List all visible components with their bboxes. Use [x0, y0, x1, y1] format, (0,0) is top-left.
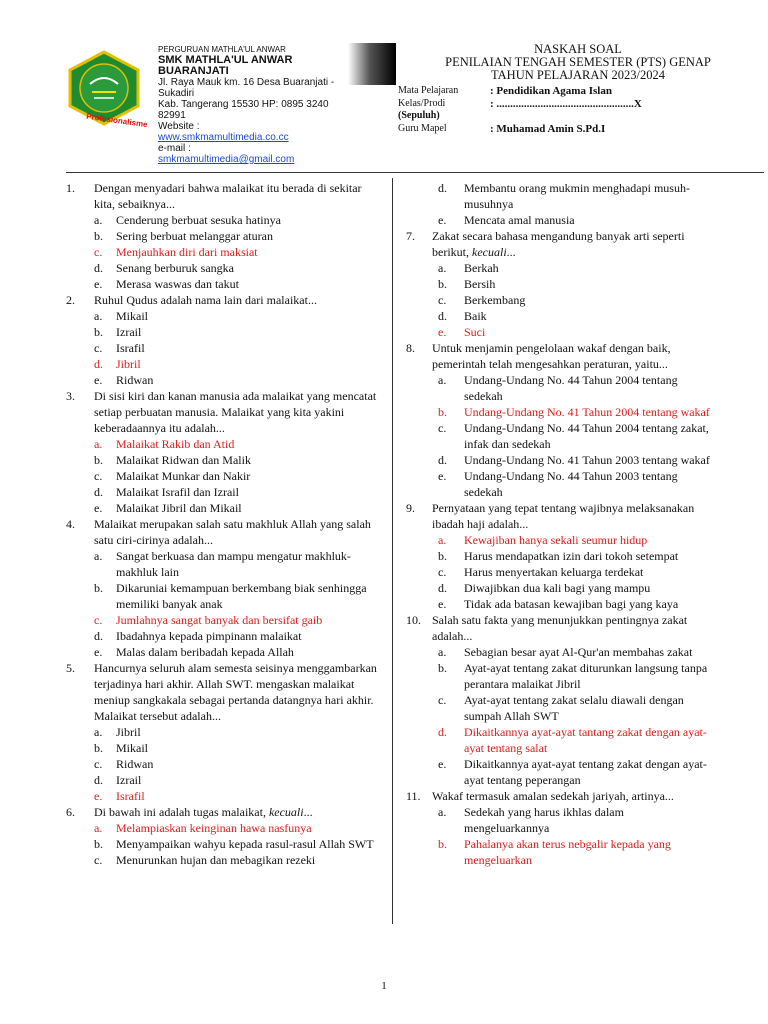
- option-correct[interactable]: [406, 836, 712, 868]
- option[interactable]: [406, 292, 712, 308]
- option-text: Malaikat Ridwan dan Malik: [116, 453, 251, 467]
- option-letter: e.: [94, 277, 103, 291]
- option[interactable]: [406, 212, 712, 228]
- option[interactable]: [66, 644, 378, 660]
- option-letter: e.: [438, 213, 447, 227]
- option[interactable]: [406, 596, 712, 612]
- question-number: 4.: [66, 517, 75, 531]
- question-10: [406, 612, 712, 644]
- option[interactable]: [66, 836, 378, 852]
- option-text: Undang-Undang No. 44 Tahun 2004 tentang zakat, infak dan sedekah: [464, 421, 709, 451]
- option-text: Dikaitkannya ayat-ayat tentang zakat dengan ayat-ayat tentang peperangan: [464, 757, 707, 787]
- option-text: Malaikat Munkar dan Nakir: [116, 469, 251, 483]
- question-number: 6.: [66, 805, 75, 819]
- option[interactable]: [406, 660, 712, 692]
- option-letter: b.: [438, 837, 447, 851]
- question-text-main: Zakat secara bahasa mengandung banyak arti seperti berikut,: [432, 229, 685, 259]
- header-gradient-block: [348, 43, 396, 85]
- option[interactable]: [66, 852, 378, 868]
- option[interactable]: [66, 628, 378, 644]
- question-11: [406, 788, 712, 804]
- option-text: Baik: [464, 309, 487, 323]
- option-text: Undang-Undang No. 44 Tahun 2004 tentang sedekah: [464, 373, 678, 403]
- option-text: Kewajiban hanya sekali seumur hidup: [464, 533, 648, 547]
- option-text: Dikaitkannya ayat-ayat tantang zakat dengan ayat-ayat tentang salat: [464, 725, 707, 755]
- option-text: Senang berburuk sangka: [116, 261, 234, 275]
- option-letter: c.: [438, 693, 447, 707]
- meta-key: (Sepuluh): [398, 110, 440, 121]
- option-text: Pahalanya akan terus nebgalir kepada yang mengeluarkan: [464, 837, 671, 867]
- option-letter: a.: [94, 309, 103, 323]
- option[interactable]: [406, 804, 712, 836]
- option-letter: e.: [438, 597, 447, 611]
- option-text: Menjauhkan diri dari maksiat: [116, 245, 258, 259]
- meta-row: [398, 123, 642, 136]
- school-name: SMK MATHLA'UL ANWAR BUARANJATI: [158, 54, 293, 77]
- question-1: [66, 180, 378, 212]
- option-text: Sebagian besar ayat Al-Qur'an membahas zakat: [464, 645, 693, 659]
- question-7: [406, 228, 712, 260]
- option-letter: d.: [438, 453, 447, 467]
- page-number: 1: [381, 980, 387, 992]
- question-text: Untuk menjamin pengelolaan wakaf dengan baik, pemerintah telah mengesahkan peraturan, yaitu...: [432, 341, 671, 371]
- option[interactable]: [406, 180, 712, 212]
- option[interactable]: [66, 740, 378, 756]
- option-letter: d.: [94, 773, 103, 787]
- option-text: Berkah: [464, 261, 499, 275]
- question-number: 3.: [66, 389, 75, 403]
- option-text: Undang-Undang No. 41 Tahun 2003 tentang wakaf: [464, 453, 710, 467]
- website-link[interactable]: www.smkmamultimedia.co.cc: [158, 132, 289, 143]
- option-correct[interactable]: [66, 612, 378, 628]
- option-text: Ibadahnya kepada pimpinann malaikat: [116, 629, 302, 643]
- option[interactable]: [406, 692, 712, 724]
- option-text: Harus mendapatkan izin dari tokoh setempat: [464, 549, 679, 563]
- option[interactable]: [66, 772, 378, 788]
- option-text: Sering berbuat melanggar aturan: [116, 229, 273, 243]
- question-number: 11.: [406, 789, 421, 803]
- option-letter: d.: [438, 309, 447, 323]
- option-text: Sedekah yang harus ikhlas dalam mengeluarkannya: [464, 805, 624, 835]
- question-text: Di sisi kiri dan kanan manusia ada malaikat yang mencatat setiap perbuatan manusia. Malaikat yang kita yakini keberadaannya itu adalah...: [94, 389, 377, 435]
- email-label: e-mail :: [158, 143, 191, 154]
- website-label: Website :: [158, 121, 200, 132]
- question-3: [66, 388, 378, 436]
- option[interactable]: [66, 724, 378, 740]
- meta-value: : Pendidikan Agama Islan: [490, 85, 612, 97]
- school-header: [66, 44, 356, 164]
- option-text: Izrail: [116, 773, 142, 787]
- option-text: Diwajibkan dua kali bagi yang mampu: [464, 581, 651, 595]
- option-text: Malaikat Rakib dan Atid: [116, 437, 235, 451]
- question-text: Pernyataan yang tepat tentang wajibnya melaksanakan ibadah haji adalah...: [432, 501, 695, 531]
- meta-value: : Muhamad Amin S.Pd.I: [490, 122, 606, 135]
- exam-title: [396, 43, 760, 82]
- option-letter: d.: [438, 581, 447, 595]
- title-line-1: NASKAH SOAL: [534, 42, 622, 56]
- option-letter: e.: [94, 373, 103, 387]
- option[interactable]: [66, 324, 378, 340]
- option-letter: b.: [94, 837, 103, 851]
- option-letter: c.: [438, 565, 447, 579]
- option-letter: b.: [94, 741, 103, 755]
- option-letter: a.: [94, 725, 103, 739]
- option[interactable]: [66, 756, 378, 772]
- option-correct[interactable]: [66, 356, 378, 372]
- option-text: Izrail: [116, 325, 142, 339]
- option-letter: d.: [94, 357, 103, 371]
- option-letter: a.: [94, 549, 103, 563]
- option-text: Malaikat Israfil dan Izrail: [116, 485, 239, 499]
- option-text: Menyampaikan wahyu kepada rasul-rasul Allah SWT: [116, 837, 374, 851]
- question-text: Ruhul Qudus adalah nama lain dari malaikat...: [94, 293, 317, 307]
- option[interactable]: [66, 372, 378, 388]
- option[interactable]: [406, 468, 712, 500]
- meta-row: [398, 85, 642, 98]
- question-number: 7.: [406, 229, 415, 243]
- question-text-end: ...: [303, 805, 313, 819]
- option[interactable]: [66, 500, 378, 516]
- option-letter: c.: [94, 469, 103, 483]
- option[interactable]: [66, 484, 378, 500]
- option[interactable]: [406, 580, 712, 596]
- question-5: [66, 660, 378, 724]
- option-text: Cenderung berbuat sesuka hatinya: [116, 213, 281, 227]
- option-correct[interactable]: [406, 324, 712, 340]
- option-correct[interactable]: [406, 724, 712, 756]
- option-text: Mikail: [116, 741, 148, 755]
- option-text: Berkembang: [464, 293, 526, 307]
- option[interactable]: [66, 468, 378, 484]
- logo-slogan: Profesionalisme: [85, 111, 149, 130]
- option-letter: b.: [94, 229, 103, 243]
- option-letter: d.: [438, 725, 447, 739]
- option-letter: a.: [94, 437, 103, 451]
- option-text: Malas dalam beribadah kepada Allah: [116, 645, 294, 659]
- option[interactable]: [66, 260, 378, 276]
- option-letter: e.: [438, 757, 447, 771]
- option[interactable]: [406, 372, 712, 404]
- option-letter: c.: [438, 293, 447, 307]
- question-number: 9.: [406, 501, 415, 515]
- right-column: [406, 180, 712, 868]
- option-text: Ayat-ayat tentang zakat diturunkan langsung tanpa perantara malaikat Jibril: [464, 661, 708, 691]
- option-text: Tidak ada batasan kewajiban bagi yang kaya: [464, 597, 679, 611]
- question-text: Dengan menyadari bahwa malaikat itu berada di sekitar kita, sebaiknya...: [94, 181, 362, 211]
- question-9: [406, 500, 712, 532]
- option-letter: e.: [94, 789, 103, 803]
- option-letter: a.: [438, 533, 447, 547]
- option-correct[interactable]: [66, 820, 378, 836]
- option[interactable]: [406, 420, 712, 452]
- option-letter: a.: [94, 821, 103, 835]
- option-correct[interactable]: [66, 244, 378, 260]
- meta-row: [398, 98, 642, 111]
- option-text: Jumlahnya sangat banyak dan bersifat gaib: [116, 613, 323, 627]
- option-letter: b.: [438, 661, 447, 675]
- option-letter: b.: [94, 325, 103, 339]
- school-address-2: Kab. Tangerang 15530 HP: 0895 3240 82991: [158, 99, 329, 121]
- question-text: Salah satu fakta yang menunjukkan pentingnya zakat adalah...: [432, 613, 688, 643]
- option-letter: e.: [94, 501, 103, 515]
- option-letter: a.: [94, 213, 103, 227]
- option-letter: a.: [438, 805, 447, 819]
- title-line-2: PENILAIAN TENGAH SEMESTER (PTS) GENAP: [445, 55, 711, 69]
- option-text: Bersih: [464, 277, 496, 291]
- option-text: Melampiaskan keinginan hawa nasfunya: [116, 821, 312, 835]
- option-text: Undang-Undang No. 41 Tahun 2004 tentang wakaf: [464, 405, 710, 419]
- question-number: 2.: [66, 293, 75, 307]
- option-correct[interactable]: [66, 788, 378, 804]
- option-text: Jibril: [116, 725, 141, 739]
- meta-key: Mata Pelajaran: [398, 85, 459, 96]
- option[interactable]: [66, 452, 378, 468]
- question-text-emphasis: kecuali: [268, 805, 304, 819]
- option-text: Jibril: [116, 357, 141, 371]
- question-text-end: ...: [506, 245, 516, 259]
- option-text: Sangat berkuasa dan mampu mengatur makhluk-makhluk lain: [116, 549, 351, 579]
- question-text: [432, 228, 712, 260]
- question-text-main: Di bawah ini adalah tugas malaikat,: [94, 805, 269, 819]
- option-letter: a.: [438, 645, 447, 659]
- email-link[interactable]: smkmamultimedia@gmail.com: [158, 154, 295, 165]
- option-text: Malaikat Jibril dan Mikail: [116, 501, 242, 515]
- option-text: Mikail: [116, 309, 148, 323]
- option-letter: c.: [94, 757, 103, 771]
- option-letter: d.: [94, 261, 103, 275]
- question-text: Malaikat merupakan salah satu makhluk Allah yang salah satu ciri-cirinya adalah...: [94, 517, 371, 547]
- meta-key: Kelas/Prodi: [398, 97, 446, 109]
- option[interactable]: [66, 308, 378, 324]
- option[interactable]: [406, 564, 712, 580]
- option-text: Membantu orang mukmin menghadapi musuh-musuhnya: [464, 181, 690, 211]
- question-4: [66, 516, 378, 548]
- option-letter: b.: [94, 453, 103, 467]
- question-text: Hancurnya seluruh alam semesta seisinya menggambarkan terjadinya hari akhir. Allah SWT. mengaskan malaikat meniup sangkakala sebagai pertanda datangnya hari akhir. Malaikat tersebut adalah...: [94, 661, 377, 723]
- option-text: Dikaruniai kemampuan berkembang biak senhingga memiliki banyak anak: [116, 581, 367, 611]
- question-number: 8.: [406, 341, 415, 355]
- question-6: [66, 804, 378, 820]
- option-text: Israfil: [116, 341, 145, 355]
- option-text: Mencata amal manusia: [464, 213, 575, 227]
- option-letter: b.: [438, 405, 447, 419]
- option-text: Ayat-ayat tentang zakat selalu diawali dengan sumpah Allah SWT: [464, 693, 684, 723]
- option[interactable]: [66, 548, 378, 580]
- header-divider: [66, 172, 764, 173]
- school-group: PERGURUAN MATHLA'UL ANWAR: [158, 45, 286, 54]
- option-letter: b.: [438, 277, 447, 291]
- option[interactable]: [406, 308, 712, 324]
- question-text: [94, 804, 378, 820]
- question-8: [406, 340, 712, 372]
- title-line-3: TAHUN PELAJARAN 2023/2024: [491, 68, 665, 82]
- option-letter: c.: [94, 245, 103, 259]
- option[interactable]: [66, 340, 378, 356]
- option[interactable]: [66, 212, 378, 228]
- question-number: 1.: [66, 181, 75, 195]
- option-text: Ridwan: [116, 373, 154, 387]
- option-text: Menurunkan hujan dan mebagikan rezeki: [116, 853, 316, 867]
- left-column: [66, 180, 378, 868]
- option[interactable]: [406, 260, 712, 276]
- option-letter: d.: [94, 629, 103, 643]
- option-letter: a.: [438, 373, 447, 387]
- option-correct[interactable]: [406, 532, 712, 548]
- option-letter: b.: [94, 581, 103, 595]
- option-letter: c.: [94, 341, 103, 355]
- school-info: [158, 44, 358, 165]
- option-letter: d.: [438, 181, 447, 195]
- option-text: Merasa waswas dan takut: [116, 277, 239, 291]
- option-text: Ridwan: [116, 757, 154, 771]
- option-letter: e.: [94, 645, 103, 659]
- option-letter: e.: [438, 469, 447, 483]
- school-address-1: Jl. Raya Mauk km. 16 Desa Buaranjati - Sukadiri: [158, 77, 335, 99]
- column-divider: [392, 178, 393, 924]
- option-letter: c.: [438, 421, 447, 435]
- meta-row: [398, 110, 642, 123]
- option-letter: a.: [438, 261, 447, 275]
- option[interactable]: [66, 228, 378, 244]
- option[interactable]: [406, 644, 712, 660]
- option[interactable]: [406, 548, 712, 564]
- question-number: 5.: [66, 661, 75, 675]
- option-letter: d.: [94, 485, 103, 499]
- question-number: 10.: [406, 613, 421, 627]
- question-text-emphasis: kecuali: [472, 245, 507, 259]
- option-correct[interactable]: [66, 436, 378, 452]
- option-letter: c.: [94, 613, 103, 627]
- option-letter: b.: [438, 549, 447, 563]
- exam-meta: [398, 85, 642, 135]
- option[interactable]: [406, 276, 712, 292]
- option-text: Suci: [464, 325, 486, 339]
- option[interactable]: [66, 580, 378, 612]
- option[interactable]: [406, 756, 712, 788]
- option[interactable]: [66, 276, 378, 292]
- option-text: Undang-Undang No. 44 Tahun 2003 tentang sedekah: [464, 469, 678, 499]
- option-letter: c.: [94, 853, 103, 867]
- question-2: [66, 292, 378, 308]
- option-text: Harus menyertakan keluarga terdekat: [464, 565, 644, 579]
- meta-value: : ..................................................X: [490, 97, 642, 110]
- option-letter: e.: [438, 325, 447, 339]
- option-text: Israfil: [116, 789, 145, 803]
- option[interactable]: [406, 452, 712, 468]
- question-text: Wakaf termasuk amalan sedekah jariyah, artinya...: [432, 789, 674, 803]
- meta-key: Guru Mapel: [398, 122, 447, 134]
- option-correct[interactable]: [406, 404, 712, 420]
